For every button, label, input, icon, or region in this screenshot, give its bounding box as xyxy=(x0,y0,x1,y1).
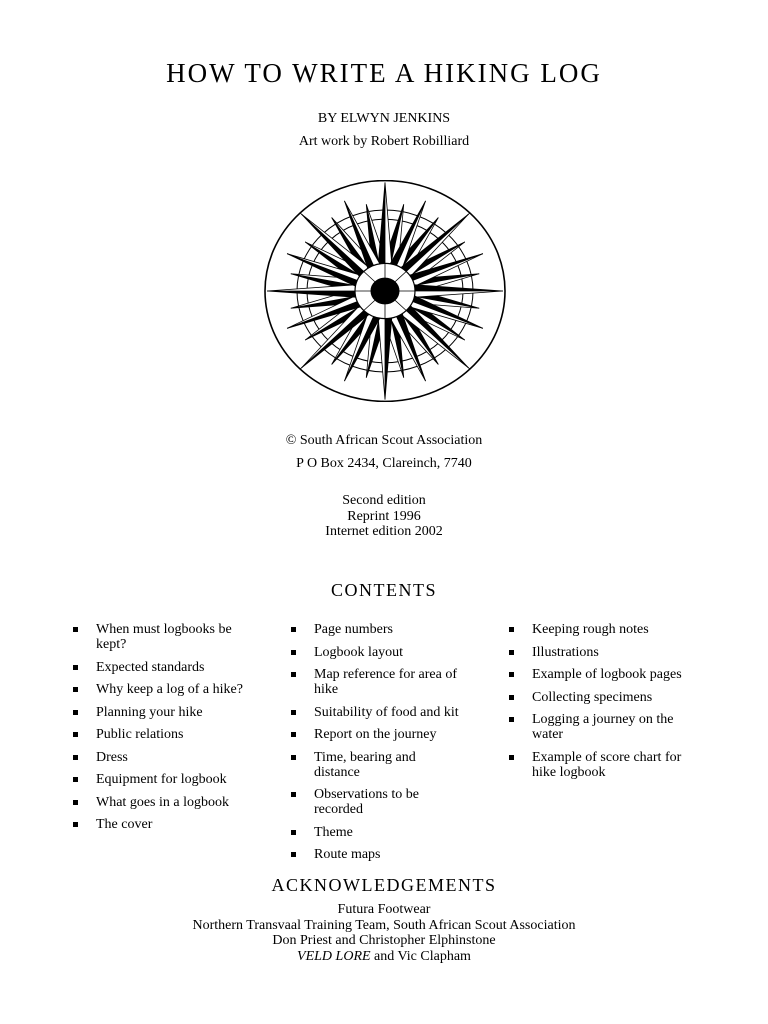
contents-item xyxy=(290,825,490,840)
contents-item-label: Illustrations xyxy=(532,644,599,660)
contents-item xyxy=(72,817,272,832)
bullet-icon xyxy=(291,650,296,655)
contents-item-label: Theme xyxy=(314,824,353,840)
edition-line: Second edition xyxy=(342,493,426,508)
contents-item xyxy=(72,682,272,697)
bullet-icon xyxy=(73,800,78,805)
contents-item xyxy=(508,712,708,742)
bullet-icon xyxy=(73,822,78,827)
bullet-icon xyxy=(73,755,78,760)
acknowledgement-text: and Vic Clapham xyxy=(370,948,471,964)
contents-item-label: Time, bearing and distance xyxy=(314,749,416,780)
contents-column xyxy=(72,622,272,840)
bullet-icon xyxy=(509,627,514,632)
contents-item-label: Collecting specimens xyxy=(532,689,653,705)
bullet-icon xyxy=(73,710,78,715)
acknowledgement-line: Don Priest and Christopher Elphinstone xyxy=(272,933,496,948)
bullet-icon xyxy=(291,792,296,797)
acknowledgements-heading: ACKNOWLEDGEMENTS xyxy=(271,875,497,895)
edition-info xyxy=(0,493,768,540)
contents-column xyxy=(290,622,490,870)
contents-item xyxy=(72,622,272,652)
contents-item-label: Public relations xyxy=(96,727,184,742)
contents-item xyxy=(290,622,490,637)
contents-item-label: Dress xyxy=(96,749,128,765)
artwork-credit: Art work by Robert Robilliard xyxy=(298,134,470,149)
contents-item-label: Observations to be recorded xyxy=(314,787,419,817)
contents-item-label: Expected standards xyxy=(96,659,205,675)
page-title: HOW TO WRITE A HIKING LOG xyxy=(166,58,602,88)
acknowledgement-line: Futura Footwear xyxy=(337,902,431,917)
contents-item xyxy=(72,795,272,810)
author-line: BY ELWYN JENKINS xyxy=(317,111,451,126)
bullet-icon xyxy=(291,755,296,760)
bullet-icon xyxy=(291,830,296,835)
contents-item xyxy=(508,750,708,780)
address-line: P O Box 2434, Clareinch, 7740 xyxy=(296,456,472,471)
compass-rose-icon xyxy=(264,180,506,402)
bullet-icon xyxy=(73,687,78,692)
contents-item xyxy=(508,622,708,637)
contents-item xyxy=(72,705,272,720)
contents-column xyxy=(508,622,708,787)
bullet-icon xyxy=(73,665,78,670)
bullet-icon xyxy=(509,755,514,760)
bullet-icon xyxy=(509,672,514,677)
acknowledgement-line xyxy=(0,949,768,965)
contents-item-label: When must logbooks be kept? xyxy=(96,622,232,652)
contents-item-label: Logging a journey on the water xyxy=(532,712,674,742)
contents-item xyxy=(290,727,490,742)
contents-item xyxy=(508,645,708,660)
contents-item xyxy=(290,667,490,697)
contents-item xyxy=(290,750,490,780)
contents-item-label: Logbook layout xyxy=(314,644,404,660)
bullet-icon xyxy=(291,710,296,715)
contents-item-label: What goes in a logbook xyxy=(96,794,229,810)
contents-item-label: Why keep a log of a hike? xyxy=(96,682,243,697)
book-title: VELD LORE xyxy=(297,948,371,964)
bullet-icon xyxy=(509,717,514,722)
contents-item-label: Report on the journey xyxy=(314,727,437,742)
contents-item-label: Map reference for area of hike xyxy=(314,667,458,697)
contents-item xyxy=(508,667,708,682)
bullet-icon xyxy=(291,672,296,677)
contents-item-label: Example of logbook pages xyxy=(532,667,682,682)
copyright-line: © South African Scout Association xyxy=(285,433,483,448)
bullet-icon xyxy=(73,732,78,737)
contents-item xyxy=(508,690,708,705)
acknowledgements-list xyxy=(0,902,768,964)
acknowledgement-line: Northern Transvaal Training Team, South African Scout Association xyxy=(192,917,576,933)
contents-item xyxy=(290,705,490,720)
contents-item xyxy=(72,660,272,675)
contents-item-label: Planning your hike xyxy=(96,704,203,720)
contents-item-label: The cover xyxy=(96,817,153,832)
bullet-icon xyxy=(73,777,78,782)
bullet-icon xyxy=(291,627,296,632)
contents-item-label: Equipment for logbook xyxy=(96,772,227,787)
contents-item-label: Keeping rough notes xyxy=(532,622,649,637)
contents-item xyxy=(290,787,490,817)
bullet-icon xyxy=(73,627,78,632)
bullet-icon xyxy=(509,650,514,655)
bullet-icon xyxy=(509,695,514,700)
contents-item-label: Route maps xyxy=(314,847,381,862)
contents-item-label: Page numbers xyxy=(314,622,393,637)
contents-item-label: Suitability of food and kit xyxy=(314,704,459,720)
bullet-icon xyxy=(291,852,296,857)
contents-item-label: Example of score chart for hike logbook xyxy=(532,749,682,780)
contents-item xyxy=(72,750,272,765)
contents-heading: CONTENTS xyxy=(331,580,437,600)
bullet-icon xyxy=(291,732,296,737)
contents-item xyxy=(72,772,272,787)
contents-item xyxy=(290,847,490,862)
contents-item xyxy=(72,727,272,742)
edition-line: Reprint 1996 xyxy=(347,508,421,524)
edition-line: Internet edition 2002 xyxy=(325,524,443,539)
contents-item xyxy=(290,645,490,660)
